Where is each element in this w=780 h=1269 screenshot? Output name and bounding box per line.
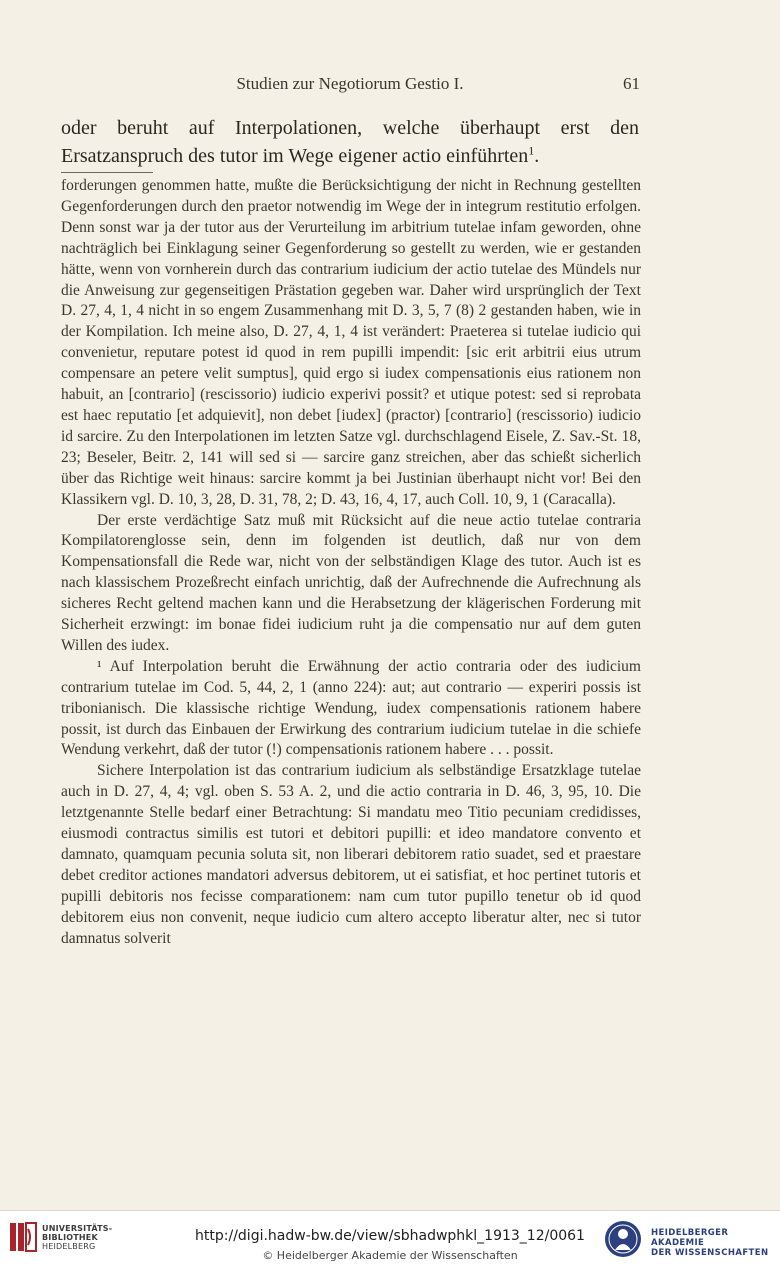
main-paragraph-end: . [534, 145, 540, 167]
footnote-rule [61, 172, 153, 173]
main-text [61, 114, 639, 170]
main-paragraph: oder beruht auf Interpolationen, welche überhaupt erst den Ersatzanspruch des tutor im Wege eigener actio einführten [61, 117, 639, 167]
permalink-url[interactable]: http://digi.hadw-bw.de/view/sbhadwphkl_1913_12/0061 [195, 1228, 585, 1244]
page-number: 61 [623, 74, 640, 93]
academy-seal-icon[interactable] [604, 1219, 642, 1259]
running-header [60, 74, 640, 96]
running-title: Studien zur Negotiorum Gestio I. [236, 74, 464, 93]
footnote-paragraph: Der erste verdächtige Satz muß mit Rücksicht auf die neue actio tutelae contraria Kompilatorenglosse sein, denn im folgenden ist deutlich, daß nur von dem Kompensationsfall die Rede war, nicht von der selbständigen Klage des tutor. Auch ist es nach klassischem Prozeßrecht einfach unrichtig, daß der Aufrechnende die Aufrechnung als sicheres Recht geltend machen kann und die Herabsetzung der klägerischen Forderung mit Sicherheit erzwingt: im bonae fidei iudicium ruht ja die compensatio nur auf dem guten Willen des iudex. [61, 511, 641, 654]
footnotes [61, 176, 641, 950]
academy-name[interactable]: HEIDELBERGER AKADEMIE DER WISSENSCHAFTEN [651, 1228, 769, 1258]
footnote-continuation: forderungen genommen hatte, mußte die Berücksichtigung der nicht in Rechnung gestellten Gegenforderungen durch den praetor notwendig im Wege der in integrum restitutio erfolgen. Denn sonst war ja der tutor aus der Verurteilung im arbitrium tutelae infam geworden, ohne nachträglich bei Einklagung seiner Gegenforderung so gestellt zu werden, wie er gestanden hätte, wenn von vornherein durch das contrarium iudicium der actio tutelae des Mündels nur die Anweisung zur gegenseitigen Prästation gegeben war. Daher wird ursprünglich der Text D. 27, 4, 1, 4 nicht in so engem Zusammenhang mit D. 3, 5, 7 (8) 2 gestanden haben, wie in der Kompilation. Ich meine also, D. 27, 4, 1, 4 ist verändert: Praeterea si tutelae iudicio qui convenietur, reputare potest id quod in rem pupilli impendit: [sic erit arbitrii eius utrum compensare an petere velit sumptus], quid ergo si iudex compensationis eius rationem non habuit, an [contrario] (rescissorio) iudicio experivi possit? et utique potest: sed si reprobata est haec reputatio [et adquievit], non debet [iudex] (practor) [contrario] (rescissorio) iudicio id sarcire. Zu den Interpolationen im letzten Satze vgl. durchschlagend Eisele, Z. Sav.-St. 18, 23; Beseler, Beitr. 2, 141 will sed si — sarcire ganz streichen, aber das schießt sicherlich über das Richtige weit hinaus: sarcire kommt ja bei Justinian überhaupt nicht vor! Bei den Klassikern vgl. D. 10, 3, 28, D. 31, 78, 2; D. 43, 16, 4, 17, auch Coll. 10, 9, 1 (Caracalla). [61, 177, 641, 508]
footnote-1: ¹ Auf Interpolation beruht die Erwähnung der actio contraria oder des iudicium contrarium tutelae im Cod. 5, 44, 2, 1 (anno 224): aut; aut contrario — experiri possis ist tribonianisch. Die klassische richtige Wendung, iudex compensationis rationem habere possit, ist durch das Einbauen der Erwirkung des contrarium iudicium tutelae in die schiefe Wendung verkehrt, daß der tutor (!) compensationis rationem habere . . . possit. [61, 657, 641, 759]
footnote-marker: 1 [528, 143, 535, 158]
university-library-name[interactable]: UNIVERSITÄTS- BIBLIOTHEK HEIDELBERG [42, 1224, 113, 1251]
copyright-notice: © Heidelberger Akademie der Wissenschaften [262, 1249, 518, 1262]
footnote-1-continued: Sichere Interpolation ist das contrarium iudicium als selbständige Ersatzklage tutelae auch in D. 27, 4, 4; vgl. oben S. 53 A. 2, und die actio contraria in D. 46, 3, 95, 10. Die letztgenannte Stelle bedarf einer Betrachtung: Si mandatu meo Titio pecuniam credidisses, eiusmodi contractus similis est tutori et debitori pupilli: et ideo mandatore convento et damnato, quamquam pecunia soluta sit, non liberari debitorem ratio suadet, sed et praestare debet creditor actiones mandatori adversus debitorem, ut ei satisfiat, et hoc pertinet tutoris et pupilli debitoris nos fecisse comparationem: nam cum tutor pupillo tenetur ob id quod debitorem eius non convenit, neque iudicio cum altero accepto liberatur alter, nec si tutor damnatus solverit [61, 762, 641, 947]
digitization-footer [0, 1210, 780, 1269]
